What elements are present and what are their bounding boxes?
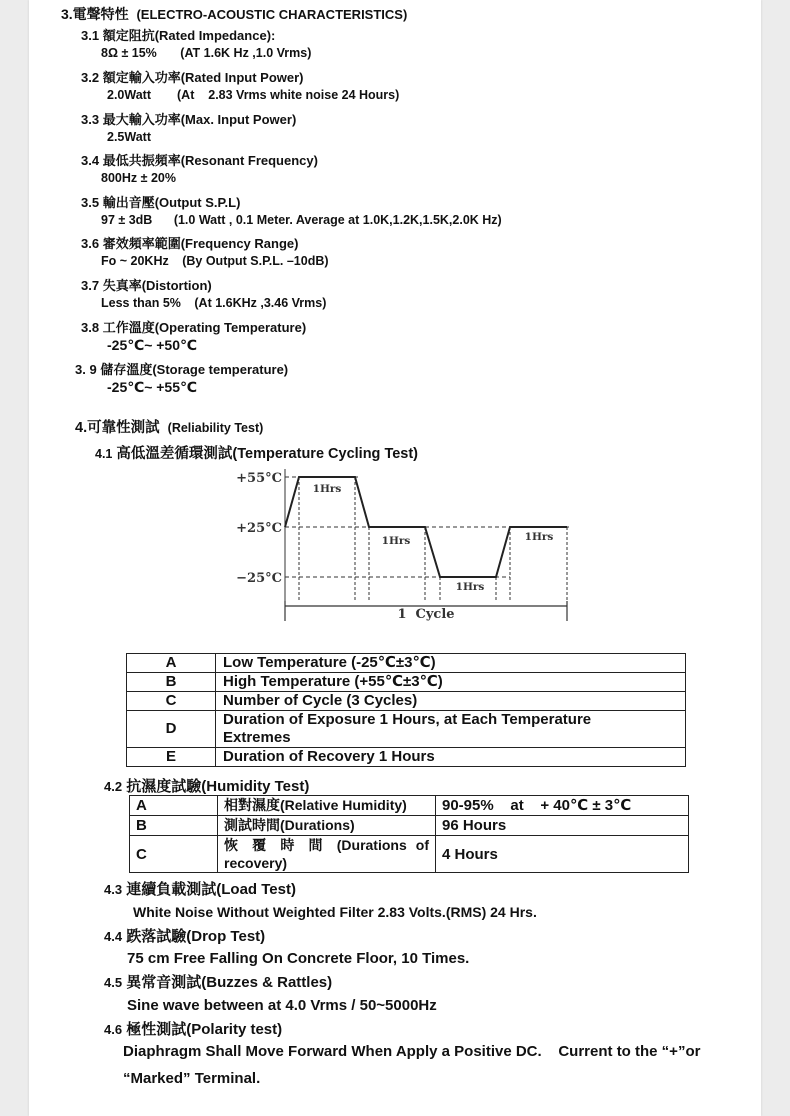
dwell-label-low: 1Hrs [455, 581, 485, 593]
section-3-title-en: (ELECTRO-ACOUSTIC CHARACTERISTICS) [136, 7, 408, 22]
spec-3-6-value: Fo ~ 20KHz (By Output S.P.L. –10dB) [101, 254, 329, 268]
row-key: D [127, 711, 216, 748]
row-key: C [130, 836, 218, 873]
row-value: 96 Hours [436, 816, 689, 836]
spec-3-5-label: 3.5 輸出音壓(Output S.P.L) [81, 195, 241, 210]
spec-3-7-value: Less than 5% (At 1.6KHz ,3.46 Vrms) [101, 296, 327, 310]
row-key: E [127, 748, 216, 767]
test-4-3-text: White Noise Without Weighted Filter 2.83 Volts.(RMS) 24 Hrs. [133, 904, 537, 920]
test-4-6-heading: 4.6 極性測試(Polarity test) [104, 1021, 283, 1038]
row-desc: Number of Cycle (3 Cycles) [216, 692, 686, 711]
row-label: 測試時間(Durations) [218, 816, 436, 836]
spec-3-2-value: 2.0Watt (At 2.83 Vrms white noise 24 Hours) [107, 88, 400, 102]
spec-3-5-value: 97 ± 3dB (1.0 Watt , 0.1 Meter. Average at 1.0K,1.2K,1.5K,2.0K Hz) [101, 213, 502, 227]
row-key: B [130, 816, 218, 836]
test-4-2-heading: 4.2 抗濕度試驗(Humidity Test) [104, 778, 310, 795]
table-row [127, 654, 686, 673]
table-row [130, 836, 689, 873]
test-4-6-text-line-2: “Marked” Terminal. [123, 1070, 261, 1087]
document-page [29, 0, 761, 1116]
section-4-title-en: (Reliability Test) [167, 421, 264, 435]
spec-3-3-label: 3.3 最大輸入功率(Max. Input Power) [81, 112, 297, 127]
row-desc: High Temperature (+55℃±3℃) [216, 673, 686, 692]
spec-3-1-label: 3.1 額定阻抗(Rated Impedance): [81, 28, 276, 43]
temperature-cycling-table [126, 653, 686, 767]
test-4-4-text: 75 cm Free Falling On Concrete Floor, 10 Times. [127, 950, 470, 967]
row-key: B [127, 673, 216, 692]
row-key: A [130, 796, 218, 816]
table-row [130, 796, 689, 816]
level-label-25: +25°C [236, 521, 282, 536]
cycle-label: 1 Cycle [397, 607, 455, 622]
row-value: 4 Hours [436, 836, 689, 873]
row-key: A [127, 654, 216, 673]
dwell-label-room-1: 1Hrs [381, 535, 411, 547]
table-row [127, 748, 686, 767]
spec-3-6-label: 3.6 審效頻率範圍(Frequency Range) [81, 236, 299, 251]
spec-3-9-value: -25℃~ +55℃ [107, 379, 197, 395]
table-row [127, 711, 686, 748]
spec-3-2-label: 3.2 額定輸入功率(Rated Input Power) [81, 70, 304, 85]
level-label-neg25: −25°C [236, 571, 282, 586]
level-label-55: +55°C [236, 471, 282, 486]
spec-3-7-label: 3.7 失真率(Distortion) [81, 278, 212, 293]
section-3-heading [61, 4, 407, 24]
test-4-5-text: Sine wave between at 4.0 Vrms / 50~5000Hz [127, 997, 437, 1014]
row-desc: Duration of Recovery 1 Hours [216, 748, 686, 767]
spec-3-3-value: 2.5Watt [107, 130, 151, 144]
row-label: 相對濕度(Relative Humidity) [218, 796, 436, 816]
row-key: C [127, 692, 216, 711]
test-4-5-heading: 4.5 異常音測試(Buzzes & Rattles) [104, 974, 333, 991]
spec-3-9-label: 3. 9 儲存溫度(Storage temperature) [75, 362, 289, 377]
row-desc: Duration of Exposure 1 Hours, at Each Temperature Extremes [216, 711, 686, 748]
table-row [127, 673, 686, 692]
row-label: 恢 覆 時 間 (Durations of recovery) [218, 836, 436, 873]
row-value: 90-95% at + 40℃ ± 3℃ [436, 796, 689, 816]
spec-3-4-value: 800Hz ± 20% [101, 171, 176, 185]
humidity-test-table [129, 795, 689, 873]
test-4-1-heading: 4.1 高低溫差循環測試(Temperature Cycling Test) [95, 446, 419, 462]
spec-3-1-value: 8Ω ± 15% (AT 1.6K Hz ,1.0 Vrms) [101, 46, 312, 60]
spec-3-4-label: 3.4 最低共振頻率(Resonant Frequency) [81, 153, 318, 168]
table-row [130, 816, 689, 836]
row-desc: Low Temperature (-25℃±3℃) [216, 654, 686, 673]
test-4-4-heading: 4.4 跌落試驗(Drop Test) [104, 928, 266, 945]
section-4-heading [75, 416, 263, 437]
temperature-cycle-diagram [212, 464, 572, 626]
spec-3-8-label: 3.8 工作溫度(Operating Temperature) [81, 320, 307, 335]
test-4-6-text-line-1: Diaphragm Shall Move Forward When Apply a Positive DC. Current to the “+”or [123, 1043, 701, 1060]
table-row [127, 692, 686, 711]
dwell-label-high: 1Hrs [312, 483, 342, 495]
section-3-title-zh: 3.電聲特性 [61, 6, 129, 22]
spec-3-8-value: -25℃~ +50℃ [107, 337, 197, 353]
dwell-label-room-2: 1Hrs [524, 531, 554, 543]
section-4-title-zh: 4.可靠性測試 [75, 420, 160, 436]
test-4-3-heading: 4.3 連續負載測試(Load Test) [104, 881, 296, 898]
